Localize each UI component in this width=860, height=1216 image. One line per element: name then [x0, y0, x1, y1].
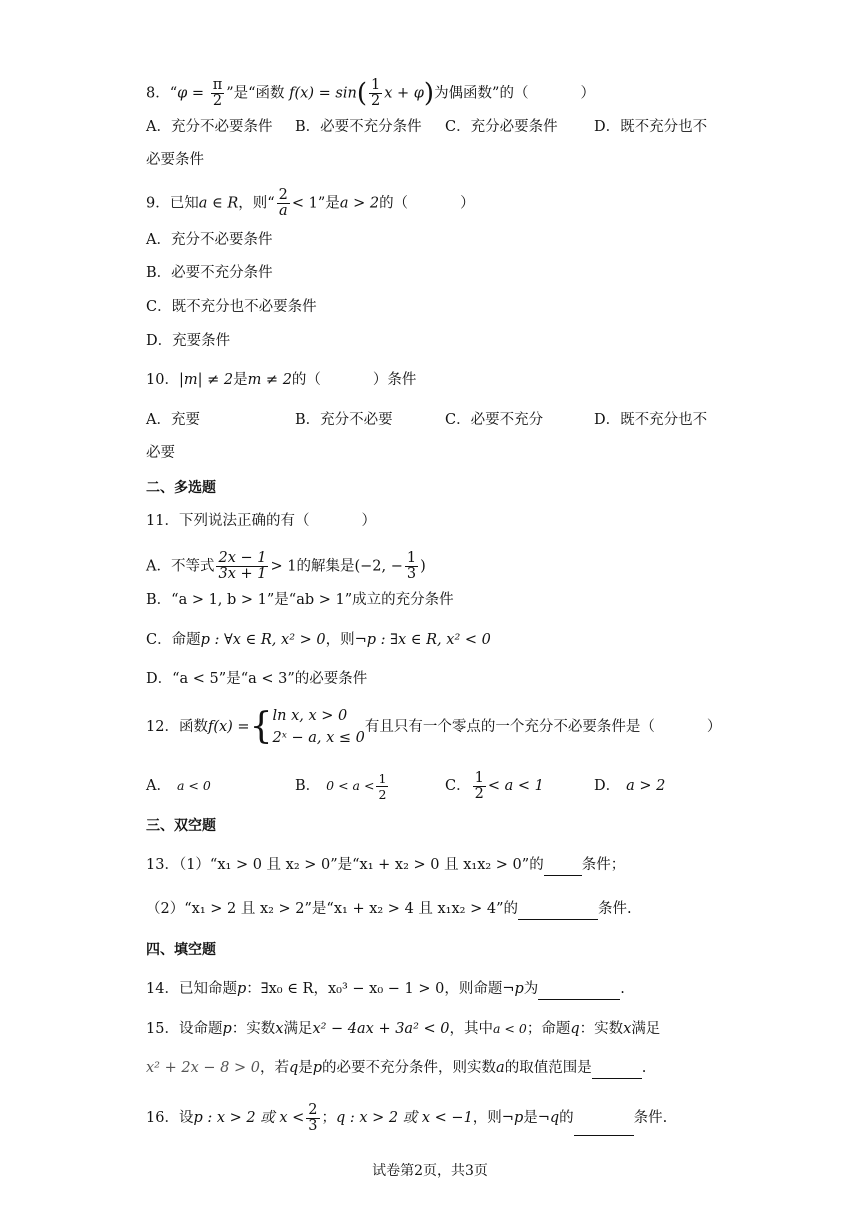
q10-option-d-wrap: 必要 — [146, 445, 175, 461]
q14-blank[interactable] — [538, 979, 620, 1000]
q13-blank-2[interactable] — [518, 899, 598, 920]
q13-part1: 13．（1）“x₁ > 0 且 x₂ > 0”是“x₁ + x₂ > 0 且 x₁x₂ > 0”的 条件； — [146, 855, 625, 876]
q9-stem: 9．已知a ∈ R，则“ $\frac{2}{a}$ < 1”是a > 2的（ ） — [146, 187, 475, 219]
q14-stem: 14．已知命题p：∃x₀ ∈ R，x₀³ − x₀ − 1 > 0，则命题¬p为 . — [146, 979, 625, 1000]
q12-option-c: C． $\frac{1}{2}$ < a < 1 — [445, 769, 544, 802]
q15-line1: 15．设命题p：实数x满足x² − 4ax + 3a² < 0，其中a < 0；命题q：实数x满足 — [146, 1021, 661, 1037]
section-heading-multiple-choice: 二、多选题 — [146, 480, 216, 496]
q9-option-d: D．充要条件 — [146, 333, 231, 349]
q11-stem: 11．下列说法正确的有（ ） — [146, 513, 376, 529]
q10-option-b: B．充分不必要 — [295, 412, 393, 428]
section-heading-double-blank: 三、双空题 — [146, 818, 216, 834]
q12-stem: 12．函数f(x) ={ ln x, x > 0 2ˣ − a, x ≤ 0 有且只有一个零点的一个充分不必要条件是（ ） — [146, 706, 722, 747]
half-fraction: $\frac{1}{2}$ — [370, 77, 381, 109]
q15-blank[interactable] — [592, 1058, 642, 1079]
q8-option-b: B．必要不充分条件 — [295, 119, 422, 135]
q9-option-b: B．必要不充分条件 — [146, 265, 273, 281]
q16-blank[interactable] — [574, 1101, 634, 1136]
one-third-fraction: $\frac{1}{3}$ — [406, 550, 417, 582]
q10-option-c: C．必要不充分 — [445, 412, 544, 428]
q13-blank-1[interactable] — [544, 855, 582, 876]
q8-option-a: A．充分不必要条件 — [146, 119, 273, 135]
section-heading-fill-blank: 四、填空题 — [146, 942, 216, 958]
q8-option-c: C．充分必要条件 — [445, 119, 558, 135]
q13-part2: （2）“x₁ > 2 且 x₂ > 2”是“x₁ + x₂ > 4 且 x₁x₂ > 4”的 条件. — [146, 899, 632, 920]
q11-option-b: B．“a > 1, b > 1”是“ab > 1”成立的充分条件 — [146, 592, 454, 608]
half-fraction-b: $\frac{1}{2}$ — [378, 770, 387, 802]
q12-option-a: A． a < 0 — [146, 778, 211, 794]
q11-option-c: C．命题p : ∀x ∈ R, x² > 0，则¬p : ∃x ∈ R, x² < 0 — [146, 632, 491, 648]
inequality-fraction: $\frac{2x - 1}{3x + 1}$ — [218, 550, 267, 582]
two-thirds-fraction: $\frac{2}{3}$ — [308, 1101, 318, 1134]
page-footer: 试卷第2页，共3页 — [372, 1163, 488, 1179]
q15-line2: x² + 2x − 8 > 0，若q是p的必要不充分条件，则实数a的取值范围是 . — [146, 1058, 646, 1079]
q8-option-d-wrap: 必要条件 — [146, 152, 204, 168]
piecewise-cases: ln x, x > 0 2ˣ − a, x ≤ 0 — [272, 708, 365, 746]
two-over-a-fraction: $\frac{2}{a}$ — [278, 187, 288, 219]
q12-option-b: B． 0 < a < $\frac{1}{2}$ — [295, 770, 387, 802]
half-fraction-c: $\frac{1}{2}$ — [474, 769, 484, 802]
q8-option-d: D．既不充分也不 — [594, 119, 708, 135]
q10-option-d: D．既不充分也不 — [594, 412, 708, 428]
q11-option-a: A．不等式 $\frac{2x - 1}{3x + 1}$ > 1的解集是(−2, − $\frac{1}{3}$ ) — [146, 550, 426, 582]
q9-option-a: A．充分不必要条件 — [146, 232, 273, 248]
q11-option-d: D．“a < 5”是“a < 3”的必要条件 — [146, 671, 368, 687]
q12-option-d: D． a > 2 — [594, 778, 666, 794]
pi-over-2-fraction: $\frac{\pi}{2}$ — [212, 77, 223, 109]
q9-option-c: C．既不充分也不必要条件 — [146, 299, 317, 315]
q8-stem: 8．“φ = $\frac{\pi}{2}$ ”是“函数 f(x) = sin( $\frac{1}{2}$ x + φ)为偶函数”的（ ） — [146, 77, 595, 109]
q10-option-a: A．充要 — [146, 412, 200, 428]
q10-stem: 10．|m| ≠ 2是m ≠ 2的（ ）条件 — [146, 372, 417, 388]
q16-stem: 16．设p : x > 2 或 x < $\frac{2}{3}$ ；q : x > 2 或 x < −1，则¬p是¬q的 条件. — [146, 1101, 667, 1136]
